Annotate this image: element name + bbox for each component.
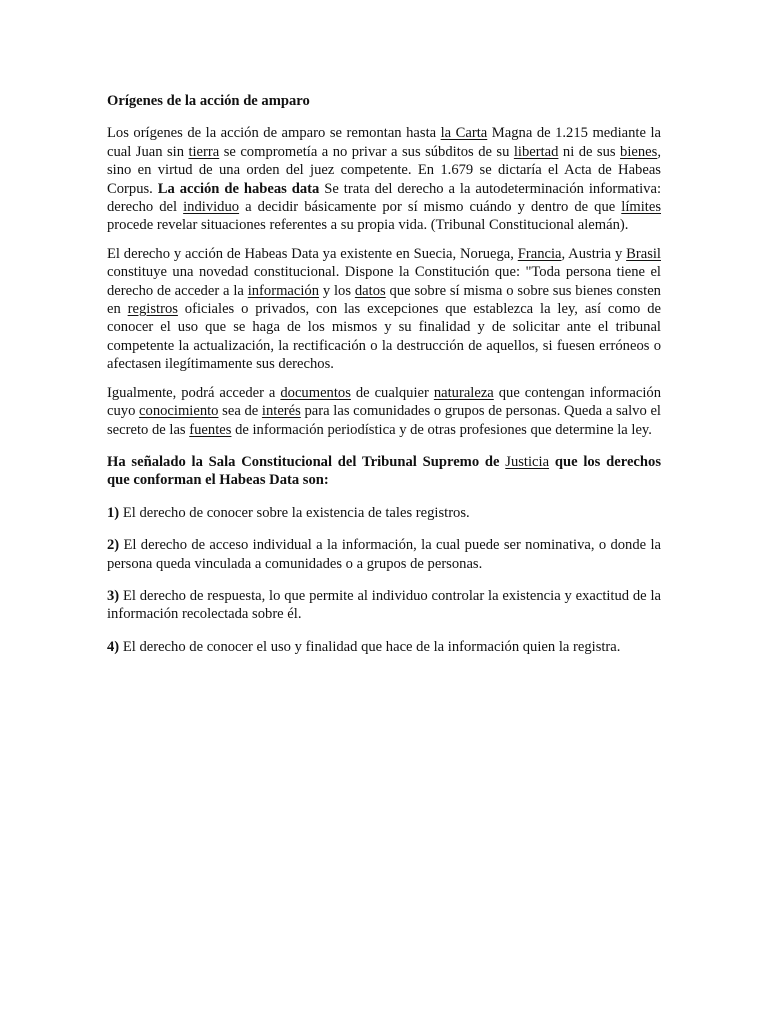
text-span: , sino en virtud de una orden del juez competente. En 1.679 se dictaría el Acta de Habeas Corpus. (107, 143, 661, 197)
item-number: 1) (107, 504, 120, 521)
paragraph-habeas-data (107, 245, 661, 374)
paragraph-igualmente (107, 384, 661, 439)
link-fuentes[interactable]: fuentes (189, 421, 232, 438)
item-text: El derecho de respuesta, lo que permite al individuo controlar la existencia y exactitud de la información recolectada sobre él. (107, 587, 661, 623)
text-span: Los orígenes de la acción de amparo se remontan hasta (107, 125, 441, 142)
heading-sala-constitucional (107, 453, 661, 490)
link-registros[interactable]: registros (127, 301, 178, 318)
item-text: El derecho de conocer sobre la existencia de tales registros. (119, 504, 470, 521)
text-span: para las comunidades o grupos de personas. Queda a salvo el secreto de las (107, 403, 661, 438)
link-datos[interactable]: datos (354, 282, 386, 299)
link-tierra[interactable]: tierra (188, 143, 220, 160)
text-span: a decidir básicamente por sí mismo cuándo y dentro de que (239, 199, 622, 216)
link-libertad[interactable]: libertad (513, 143, 559, 160)
text-span: Se trata del derecho a la autodeterminación informativa: derecho del (107, 180, 661, 216)
item-number: 2) (107, 537, 120, 554)
item-text: El derecho de acceso individual a la información, la cual puede ser nominativa, o donde la persona queda vinculada a comunidades o a grupos de personas. (107, 537, 661, 572)
text-span: El derecho y acción de Habeas Data ya existente en Suecia, Noruega, (107, 245, 518, 262)
text-span: que los derechos que conforman el Habeas Data son: (107, 453, 661, 489)
text-span: y los (319, 282, 355, 299)
link-la-carta[interactable]: la Carta (440, 125, 488, 142)
document-page (107, 92, 661, 666)
text-span: Magna de 1.215 mediante la cual Juan sin (107, 125, 661, 160)
text-span: ni de sus (558, 143, 621, 160)
list-item-2 (107, 536, 661, 573)
item-text: El derecho de conocer el uso y finalidad que hace de la información quien la registra. (119, 638, 621, 655)
link-brasil[interactable]: Brasil (626, 245, 661, 262)
text-span: se comprometía a no privar a sus súbditos de su (219, 143, 514, 160)
list-item-1 (107, 504, 661, 522)
text-span: de cualquier (350, 384, 434, 401)
text-span: Ha señalado la Sala Constitucional del Tribunal Supremo de (107, 453, 506, 470)
text-span: que contengan información cuyo (107, 384, 662, 420)
text-span: sea de (218, 403, 262, 420)
item-number: 3) (107, 587, 120, 604)
bold-habeas-data: La acción de habeas data (157, 180, 320, 197)
item-number: 4) (107, 638, 120, 655)
link-documentos[interactable]: documentos (280, 384, 351, 401)
text-span: que sobre sí misma o sobre sus bienes consten en (107, 282, 661, 318)
link-francia[interactable]: Francia (517, 245, 562, 262)
link-informacion[interactable]: información (247, 282, 320, 299)
link-interes[interactable]: interés (261, 403, 301, 420)
link-conocimiento[interactable]: conocimiento (139, 403, 219, 420)
link-justicia[interactable]: Justicia (505, 453, 550, 470)
text-span: oficiales o privados, con las excepciones que establezca la ley, así como de conocer el uso que se haga de los mismos y su finalidad y de solicitar ante el tribunal competente la actualización, la rectificación o la destrucción de aquellos, si fuesen erróneos o afectasen ilegítimamente sus derechos. (107, 301, 661, 373)
link-naturaleza[interactable]: naturaleza (433, 384, 494, 401)
paragraph-origenes (107, 124, 661, 234)
text-span: procede revelar situaciones referentes a su propia vida. (Tribunal Constitucional alemán). (107, 217, 629, 234)
text-span: , Austria y (561, 245, 627, 262)
link-individuo[interactable]: individuo (183, 199, 240, 216)
text-span: Igualmente, podrá acceder a (107, 384, 281, 401)
text-span: constituye una novedad constitucional. Dispone la Constitución que: "Toda persona tiene el derecho de acceder a la (107, 264, 661, 299)
link-bienes[interactable]: bienes (620, 143, 658, 160)
heading-origenes-amparo: Orígenes de la acción de amparo (107, 93, 310, 109)
list-item-3 (107, 587, 661, 624)
link-limites[interactable]: límites (621, 199, 662, 216)
text-span: de información periodística y de otras profesiones que determine la ley. (231, 421, 652, 438)
list-item-4 (107, 638, 661, 656)
